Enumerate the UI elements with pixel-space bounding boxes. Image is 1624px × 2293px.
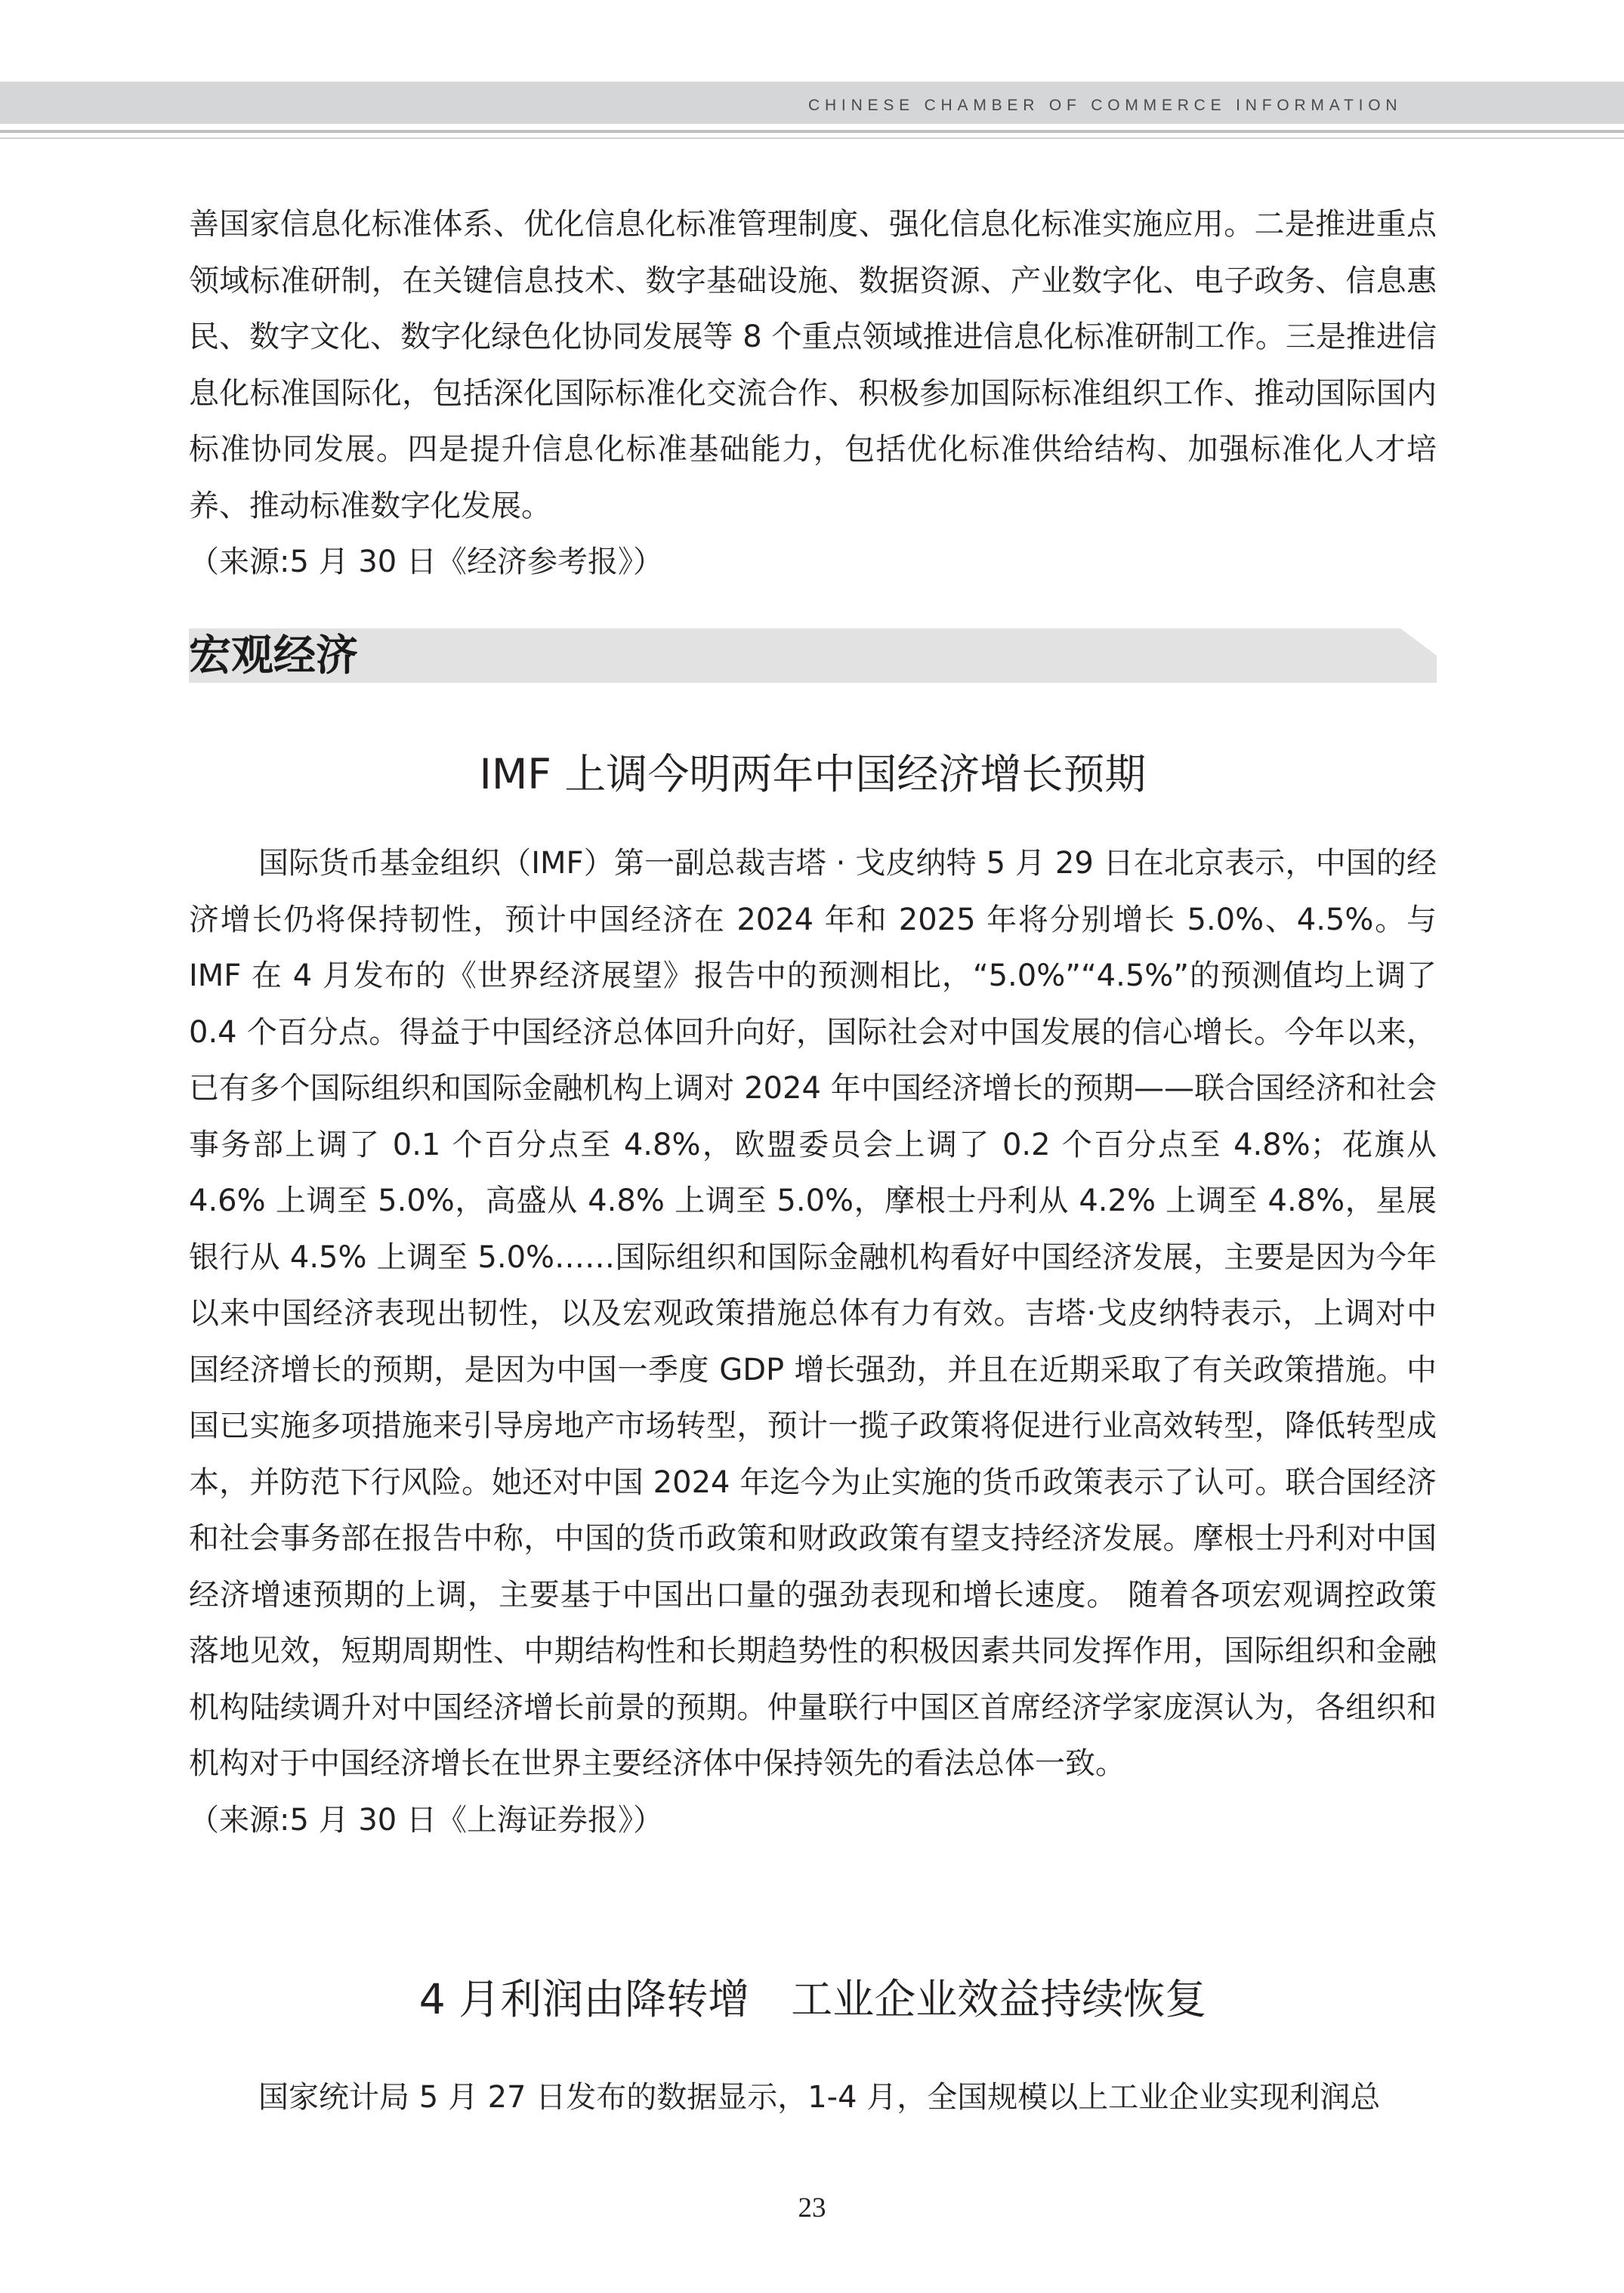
header-rule-thin — [0, 137, 1624, 139]
article-paragraph: 国家统计局 5 月 27 日发布的数据显示，1-4 月，全国规模以上工业企业实现利润总 — [258, 2080, 1381, 2115]
article-title: 4 月利润由降转增 工业企业效益持续恢复 — [418, 1975, 1207, 2023]
source-citation: （来源:5 月 30 日《经济参考报》） — [189, 545, 663, 579]
page-number: 23 — [798, 2193, 826, 2224]
header-rule — [0, 130, 1624, 133]
article-paragraph: 国际货币基金组织（IMF）第一副总裁吉塔 · 戈皮纳特 5 月 29 日在北京表示，中国的经济增长仍将保持韧性，预计中国经济在 2024 年和 2025 年将分别增长 5.0%、4.5%。与 IMF 在 4 月发布的《世界经济展望》报告中的预测相比，“5.0%”“4.5%”的预测值均上调了 0.4 个百分点。得益于中国经济总体回升向好，国际社会对中国发展的信心增长。今年以来，已有多个国际组织和国际金融机构上调对 2024 年中国经济增长的预期——联合国经济和社会事务部上调了 0.1 个百分点至 4.8%，欧盟委员会上调了 0.2 个百分点至 4.8%；花旗从 4.6% 上调至 5.0%，高盛从 4.8% 上调至 5.0%，摩根士丹利从 4.2% 上调至 4.8%，星展银行从 4.5% 上调至 5.0%……国际组织和国际金融机构看好中国经济发展，主要是因为今年以来中国经济表现出韧性，以及宏观政策措施总体有力有效。吉塔·戈皮纳特表示，上调对中国经济增长的预期，是因为中国一季度 GDP 增长强劲，并且在近期采取了有关政策措施。中国已实施多项措施来引导房地产市场转型，预计一揽子政策将促进行业高效转型，降低转型成本，并防范下行风险。她还对中国 2024 年迄今为止实施的货币政策表示了认可。联合国经济和社会事务部在报告中称，中国的货币政策和财政政策有望支持经济发展。摩根士丹利对中国经济增速预期的上调，主要基于中国出口量的强劲表现和增长速度。 随着各项宏观调控政策落地见效，短期周期性、中期结构性和长期趋势性的积极因素共同发挥作用，国际组织和金融机构陆续调升对中国经济增长前景的预期。仲量联行中国区首席经济学家庞溟认为，各组织和机构对于中国经济增长在世界主要经济体中保持领先的看法总体一致。 — [189, 846, 1437, 1781]
continued-paragraph — [189, 196, 1437, 591]
article-title: IMF 上调今明两年中国经济增长预期 — [479, 750, 1147, 798]
article-body — [189, 2069, 1437, 2126]
running-header-title: CHINESE CHAMBER OF COMMERCE INFORMATION — [808, 97, 1403, 114]
section-title: 宏观经济 — [189, 631, 358, 680]
source-citation: （来源:5 月 30 日《上海证券报》） — [189, 1802, 663, 1838]
article-body — [189, 835, 1437, 1848]
section-header-bar — [189, 628, 1437, 683]
paragraph-text: 善国家信息化标准体系、优化信息化标准管理制度、强化信息化标准实施应用。二是推进重点领域标准研制，在关键信息技术、数字基础设施、数据资源、产业数字化、电子政务、信息惠民、数字文化、数字化绿色化协同发展等 8 个重点领域推进信息化标准研制工作。三是推进信息化标准国际化，包括深化国际标准化交流合作、积极参加国际标准组织工作、推动国际国内标准协同发展。四是提升信息化标准基础能力，包括优化标准供给结构、加强标准化人才培养、推动标准数字化发展。 — [189, 207, 1437, 523]
